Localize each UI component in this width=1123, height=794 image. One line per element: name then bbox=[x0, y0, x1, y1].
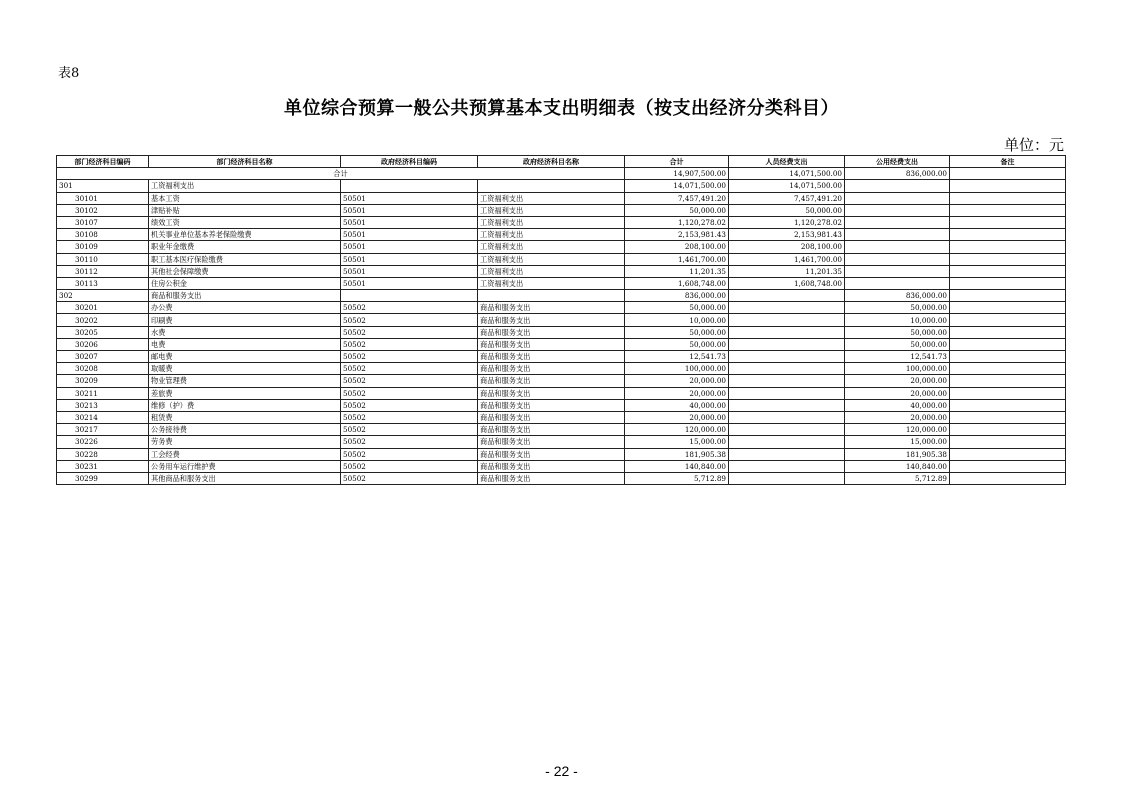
econ-name-cell: 工会经费 bbox=[149, 448, 341, 460]
table-row bbox=[57, 338, 1066, 350]
econ-code-cell: 30228 bbox=[57, 448, 149, 460]
total-cell: 40,000.00 bbox=[625, 399, 729, 411]
econ-code-cell: 30112 bbox=[57, 265, 149, 277]
personnel-cell bbox=[729, 302, 845, 314]
note-cell bbox=[950, 216, 1066, 228]
econ-name-cell: 办公费 bbox=[149, 302, 341, 314]
total-cell: 1,120,278.02 bbox=[625, 216, 729, 228]
econ-code-cell: 30213 bbox=[57, 399, 149, 411]
note-cell bbox=[950, 424, 1066, 436]
note-cell bbox=[950, 436, 1066, 448]
econ-name-cell: 职工基本医疗保险缴费 bbox=[149, 253, 341, 265]
gov-name-cell: 商品和服务支出 bbox=[478, 375, 625, 387]
total-cell: 14,071,500.00 bbox=[625, 180, 729, 192]
econ-code-cell: 30217 bbox=[57, 424, 149, 436]
note-cell bbox=[950, 192, 1066, 204]
header-row bbox=[57, 156, 1066, 168]
note-cell bbox=[950, 411, 1066, 423]
public-cell bbox=[845, 253, 950, 265]
column-header: 部门经济科目名称 bbox=[149, 156, 341, 168]
public-cell bbox=[845, 229, 950, 241]
gov-name-cell: 商品和服务支出 bbox=[478, 302, 625, 314]
econ-code-cell: 30107 bbox=[57, 216, 149, 228]
personnel-cell bbox=[729, 326, 845, 338]
gov-code-cell: 50501 bbox=[341, 277, 478, 289]
public-cell: 5,712.89 bbox=[845, 472, 950, 484]
total-cell: 20,000.00 bbox=[625, 387, 729, 399]
public-cell bbox=[845, 265, 950, 277]
public-cell: 20,000.00 bbox=[845, 375, 950, 387]
total-cell: 100,000.00 bbox=[625, 363, 729, 375]
public-cell: 50,000.00 bbox=[845, 326, 950, 338]
econ-name-cell: 物业管理费 bbox=[149, 375, 341, 387]
table-row bbox=[57, 436, 1066, 448]
personnel-cell bbox=[729, 472, 845, 484]
note-cell bbox=[950, 399, 1066, 411]
table-row bbox=[57, 314, 1066, 326]
gov-code-cell: 50502 bbox=[341, 314, 478, 326]
gov-name-cell bbox=[478, 180, 625, 192]
note-cell bbox=[950, 326, 1066, 338]
gov-code-cell: 50502 bbox=[341, 326, 478, 338]
total-cell: 50,000.00 bbox=[625, 302, 729, 314]
table-row bbox=[57, 277, 1066, 289]
econ-code-cell: 30211 bbox=[57, 387, 149, 399]
econ-name-cell: 其他社会保障缴费 bbox=[149, 265, 341, 277]
budget-table bbox=[56, 155, 1066, 485]
econ-name-cell: 津贴补贴 bbox=[149, 204, 341, 216]
gov-name-cell: 商品和服务支出 bbox=[478, 363, 625, 375]
econ-name-cell: 差旅费 bbox=[149, 387, 341, 399]
econ-code-cell: 30209 bbox=[57, 375, 149, 387]
table-row bbox=[57, 204, 1066, 216]
total-cell: 2,153,981.43 bbox=[625, 229, 729, 241]
total-cell: 7,457,491.20 bbox=[625, 192, 729, 204]
table-row bbox=[57, 192, 1066, 204]
note-cell bbox=[950, 277, 1066, 289]
table-row bbox=[57, 387, 1066, 399]
personnel-cell bbox=[729, 290, 845, 302]
public-cell: 836,000.00 bbox=[845, 290, 950, 302]
econ-code-cell: 30110 bbox=[57, 253, 149, 265]
column-header: 人员经费支出 bbox=[729, 156, 845, 168]
public-cell: 10,000.00 bbox=[845, 314, 950, 326]
gov-name-cell: 工资福利支出 bbox=[478, 229, 625, 241]
table-row bbox=[57, 290, 1066, 302]
gov-name-cell: 商品和服务支出 bbox=[478, 326, 625, 338]
personnel-cell bbox=[729, 411, 845, 423]
gov-code-cell: 50501 bbox=[341, 265, 478, 277]
econ-code-cell: 30299 bbox=[57, 472, 149, 484]
econ-name-cell: 基本工资 bbox=[149, 192, 341, 204]
gov-code-cell: 50502 bbox=[341, 436, 478, 448]
gov-code-cell: 50502 bbox=[341, 302, 478, 314]
public-cell: 50,000.00 bbox=[845, 302, 950, 314]
personnel-cell bbox=[729, 351, 845, 363]
column-header: 备注 bbox=[950, 156, 1066, 168]
personnel-cell: 7,457,491.20 bbox=[729, 192, 845, 204]
total-label: 合计 bbox=[57, 168, 625, 180]
econ-name-cell: 公务接待费 bbox=[149, 424, 341, 436]
page-number: - 22 - bbox=[545, 763, 578, 779]
table-row bbox=[57, 448, 1066, 460]
note-cell bbox=[950, 351, 1066, 363]
gov-code-cell: 50501 bbox=[341, 204, 478, 216]
econ-name-cell: 绩效工资 bbox=[149, 216, 341, 228]
table-row bbox=[57, 253, 1066, 265]
gov-code-cell: 50502 bbox=[341, 363, 478, 375]
table-row bbox=[57, 460, 1066, 472]
personnel-cell: 2,153,981.43 bbox=[729, 229, 845, 241]
table-row bbox=[57, 216, 1066, 228]
public-cell bbox=[845, 180, 950, 192]
personnel-cell: 1,120,278.02 bbox=[729, 216, 845, 228]
gov-name-cell: 商品和服务支出 bbox=[478, 448, 625, 460]
personnel-cell: 14,071,500.00 bbox=[729, 180, 845, 192]
public-cell: 40,000.00 bbox=[845, 399, 950, 411]
econ-code-cell: 30102 bbox=[57, 204, 149, 216]
gov-name-cell: 工资福利支出 bbox=[478, 277, 625, 289]
econ-name-cell: 邮电费 bbox=[149, 351, 341, 363]
gov-code-cell: 50502 bbox=[341, 424, 478, 436]
econ-name-cell: 住房公积金 bbox=[149, 277, 341, 289]
personnel-cell: 1,608,748.00 bbox=[729, 277, 845, 289]
econ-name-cell: 其他商品和服务支出 bbox=[149, 472, 341, 484]
gov-name-cell: 工资福利支出 bbox=[478, 204, 625, 216]
public-cell bbox=[845, 192, 950, 204]
econ-code-cell: 302 bbox=[57, 290, 149, 302]
econ-code-cell: 30108 bbox=[57, 229, 149, 241]
personnel-cell bbox=[729, 460, 845, 472]
gov-code-cell: 50501 bbox=[341, 216, 478, 228]
total-cell: 5,712.89 bbox=[625, 472, 729, 484]
econ-code-cell: 30205 bbox=[57, 326, 149, 338]
gov-name-cell: 商品和服务支出 bbox=[478, 436, 625, 448]
total-cell: 20,000.00 bbox=[625, 375, 729, 387]
gov-code-cell: 50501 bbox=[341, 229, 478, 241]
total-public: 836,000.00 bbox=[845, 168, 950, 180]
personnel-cell: 11,201.35 bbox=[729, 265, 845, 277]
total-cell: 12,541.73 bbox=[625, 351, 729, 363]
gov-code-cell bbox=[341, 180, 478, 192]
total-cell: 50,000.00 bbox=[625, 338, 729, 350]
econ-code-cell: 30113 bbox=[57, 277, 149, 289]
econ-code-cell: 30202 bbox=[57, 314, 149, 326]
personnel-cell bbox=[729, 399, 845, 411]
personnel-cell bbox=[729, 314, 845, 326]
note-cell bbox=[950, 265, 1066, 277]
gov-code-cell: 50502 bbox=[341, 387, 478, 399]
table-row bbox=[57, 472, 1066, 484]
table-row bbox=[57, 229, 1066, 241]
public-cell bbox=[845, 204, 950, 216]
public-cell bbox=[845, 277, 950, 289]
public-cell: 100,000.00 bbox=[845, 363, 950, 375]
gov-name-cell: 工资福利支出 bbox=[478, 216, 625, 228]
econ-code-cell: 301 bbox=[57, 180, 149, 192]
econ-name-cell: 机关事业单位基本养老保险缴费 bbox=[149, 229, 341, 241]
gov-name-cell: 商品和服务支出 bbox=[478, 314, 625, 326]
econ-name-cell: 租赁费 bbox=[149, 411, 341, 423]
table-row bbox=[57, 411, 1066, 423]
total-cell: 10,000.00 bbox=[625, 314, 729, 326]
econ-name-cell: 劳务费 bbox=[149, 436, 341, 448]
total-note bbox=[950, 168, 1066, 180]
gov-code-cell: 50501 bbox=[341, 253, 478, 265]
note-cell bbox=[950, 375, 1066, 387]
gov-code-cell: 50502 bbox=[341, 411, 478, 423]
econ-name-cell: 工资福利支出 bbox=[149, 180, 341, 192]
personnel-cell: 50,000.00 bbox=[729, 204, 845, 216]
econ-name-cell: 电费 bbox=[149, 338, 341, 350]
total-cell: 50,000.00 bbox=[625, 204, 729, 216]
econ-code-cell: 30226 bbox=[57, 436, 149, 448]
econ-name-cell: 印刷费 bbox=[149, 314, 341, 326]
gov-name-cell: 商品和服务支出 bbox=[478, 387, 625, 399]
personnel-cell bbox=[729, 375, 845, 387]
column-header: 公用经费支出 bbox=[845, 156, 950, 168]
public-cell bbox=[845, 216, 950, 228]
gov-code-cell: 50502 bbox=[341, 399, 478, 411]
public-cell: 140,840.00 bbox=[845, 460, 950, 472]
gov-name-cell: 工资福利支出 bbox=[478, 241, 625, 253]
note-cell bbox=[950, 253, 1066, 265]
total-cell: 11,201.35 bbox=[625, 265, 729, 277]
total-cell: 15,000.00 bbox=[625, 436, 729, 448]
personnel-cell bbox=[729, 448, 845, 460]
table-row bbox=[57, 265, 1066, 277]
public-cell: 12,541.73 bbox=[845, 351, 950, 363]
econ-name-cell: 商品和服务支出 bbox=[149, 290, 341, 302]
gov-code-cell: 50502 bbox=[341, 338, 478, 350]
public-cell: 181,905.38 bbox=[845, 448, 950, 460]
note-cell bbox=[950, 241, 1066, 253]
gov-code-cell: 50501 bbox=[341, 241, 478, 253]
personnel-cell bbox=[729, 436, 845, 448]
public-cell: 50,000.00 bbox=[845, 338, 950, 350]
personnel-cell bbox=[729, 338, 845, 350]
table-row bbox=[57, 424, 1066, 436]
econ-code-cell: 30206 bbox=[57, 338, 149, 350]
table-row bbox=[57, 241, 1066, 253]
column-header: 政府经济科目名称 bbox=[478, 156, 625, 168]
personnel-cell: 208,100.00 bbox=[729, 241, 845, 253]
note-cell bbox=[950, 387, 1066, 399]
econ-name-cell: 水费 bbox=[149, 326, 341, 338]
gov-code-cell: 50502 bbox=[341, 472, 478, 484]
note-cell bbox=[950, 338, 1066, 350]
gov-name-cell: 商品和服务支出 bbox=[478, 411, 625, 423]
econ-name-cell: 取暖费 bbox=[149, 363, 341, 375]
econ-code-cell: 30109 bbox=[57, 241, 149, 253]
gov-code-cell: 50502 bbox=[341, 375, 478, 387]
econ-name-cell: 职业年金缴费 bbox=[149, 241, 341, 253]
public-cell: 20,000.00 bbox=[845, 387, 950, 399]
econ-name-cell: 公务用车运行维护费 bbox=[149, 460, 341, 472]
note-cell bbox=[950, 472, 1066, 484]
total-cell: 1,608,748.00 bbox=[625, 277, 729, 289]
public-cell: 15,000.00 bbox=[845, 436, 950, 448]
total-cell: 140,840.00 bbox=[625, 460, 729, 472]
note-cell bbox=[950, 448, 1066, 460]
gov-name-cell: 商品和服务支出 bbox=[478, 351, 625, 363]
table-row bbox=[57, 351, 1066, 363]
table-number-label: 表8 bbox=[58, 66, 80, 81]
page-title: 单位综合预算一般公共预算基本支出明细表（按支出经济分类科目） bbox=[284, 98, 839, 119]
public-cell bbox=[845, 241, 950, 253]
note-cell bbox=[950, 204, 1066, 216]
note-cell bbox=[950, 314, 1066, 326]
table-row bbox=[57, 399, 1066, 411]
personnel-cell bbox=[729, 363, 845, 375]
total-personnel: 14,071,500.00 bbox=[729, 168, 845, 180]
column-header: 合计 bbox=[625, 156, 729, 168]
total-cell: 120,000.00 bbox=[625, 424, 729, 436]
personnel-cell bbox=[729, 424, 845, 436]
gov-name-cell: 工资福利支出 bbox=[478, 192, 625, 204]
table-row bbox=[57, 326, 1066, 338]
econ-code-cell: 30101 bbox=[57, 192, 149, 204]
personnel-cell: 1,461,700.00 bbox=[729, 253, 845, 265]
table-row bbox=[57, 363, 1066, 375]
total-cell: 20,000.00 bbox=[625, 411, 729, 423]
personnel-cell bbox=[729, 387, 845, 399]
note-cell bbox=[950, 229, 1066, 241]
note-cell bbox=[950, 460, 1066, 472]
column-header: 政府经济科目编码 bbox=[341, 156, 478, 168]
gov-code-cell: 50502 bbox=[341, 351, 478, 363]
note-cell bbox=[950, 302, 1066, 314]
total-cell: 50,000.00 bbox=[625, 326, 729, 338]
unit-label: 单位：元 bbox=[1003, 136, 1064, 154]
econ-code-cell: 30207 bbox=[57, 351, 149, 363]
column-header: 部门经济科目编码 bbox=[57, 156, 149, 168]
econ-code-cell: 30201 bbox=[57, 302, 149, 314]
econ-code-cell: 30208 bbox=[57, 363, 149, 375]
gov-code-cell: 50501 bbox=[341, 192, 478, 204]
table-row bbox=[57, 302, 1066, 314]
gov-name-cell bbox=[478, 290, 625, 302]
note-cell bbox=[950, 290, 1066, 302]
gov-name-cell: 工资福利支出 bbox=[478, 253, 625, 265]
gov-name-cell: 商品和服务支出 bbox=[478, 399, 625, 411]
total-cell: 181,905.38 bbox=[625, 448, 729, 460]
econ-code-cell: 30214 bbox=[57, 411, 149, 423]
note-cell bbox=[950, 180, 1066, 192]
gov-name-cell: 商品和服务支出 bbox=[478, 472, 625, 484]
gov-name-cell: 商品和服务支出 bbox=[478, 424, 625, 436]
table-row bbox=[57, 180, 1066, 192]
gov-code-cell: 50502 bbox=[341, 460, 478, 472]
gov-name-cell: 工资福利支出 bbox=[478, 265, 625, 277]
total-row bbox=[57, 168, 1066, 180]
total-cell: 208,100.00 bbox=[625, 241, 729, 253]
total-amount: 14,907,500.00 bbox=[625, 168, 729, 180]
total-cell: 1,461,700.00 bbox=[625, 253, 729, 265]
table-row bbox=[57, 375, 1066, 387]
econ-name-cell: 维修（护）费 bbox=[149, 399, 341, 411]
gov-code-cell: 50502 bbox=[341, 448, 478, 460]
note-cell bbox=[950, 363, 1066, 375]
econ-code-cell: 30231 bbox=[57, 460, 149, 472]
public-cell: 20,000.00 bbox=[845, 411, 950, 423]
public-cell: 120,000.00 bbox=[845, 424, 950, 436]
gov-name-cell: 商品和服务支出 bbox=[478, 460, 625, 472]
gov-code-cell bbox=[341, 290, 478, 302]
total-cell: 836,000.00 bbox=[625, 290, 729, 302]
gov-name-cell: 商品和服务支出 bbox=[478, 338, 625, 350]
